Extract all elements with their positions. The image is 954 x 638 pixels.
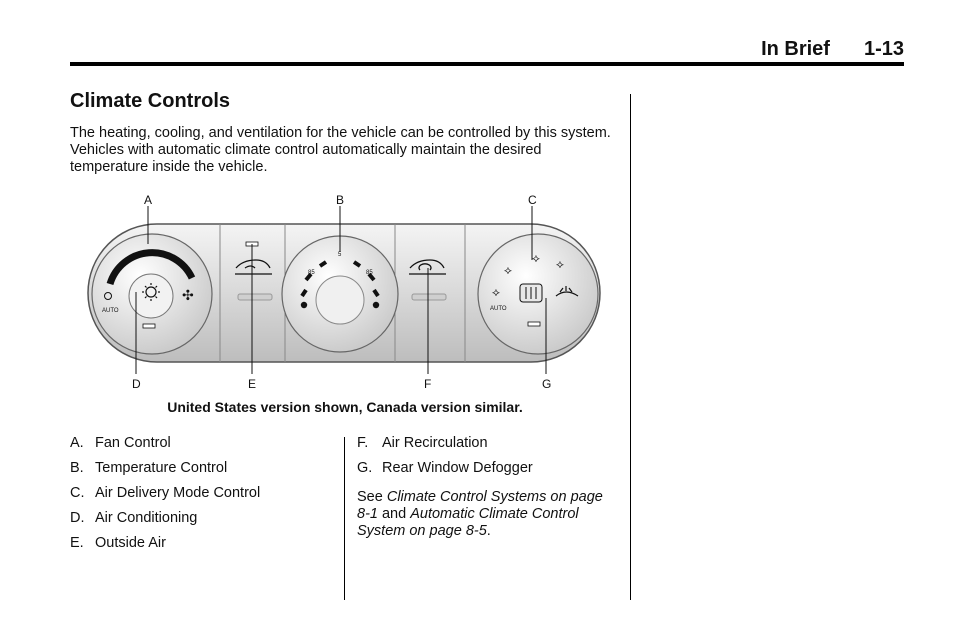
- figure-label-b: B: [336, 193, 345, 207]
- svg-text:⟡: ⟡: [504, 263, 512, 277]
- legend-list-left: [70, 435, 340, 560]
- column-divider: [630, 94, 631, 600]
- figure-label-a: A: [144, 193, 153, 207]
- figure-label-d: D: [132, 377, 141, 391]
- list-item: F. Air Recirculation: [357, 435, 488, 451]
- see-reference: See Climate Control Systems on page 8-1 and Automatic Climate Control System on page 8-5.: [357, 489, 603, 539]
- legend-list-right: [357, 435, 617, 540]
- reference-link-2[interactable]: Automatic Climate Control System on page 8-5: [357, 506, 579, 539]
- list-item: G. Rear Window Defogger: [357, 460, 533, 476]
- header-rule: [70, 62, 904, 66]
- temperature-knob: [316, 276, 364, 324]
- auto-label-right: AUTO: [490, 306, 507, 312]
- list-item: B. Temperature Control: [70, 460, 228, 476]
- svg-text:⟡: ⟡: [556, 257, 564, 271]
- page-header: [70, 34, 904, 62]
- header-section: In Brief: [761, 38, 830, 60]
- reference-link-1[interactable]: Climate Control Systems on page 8-1: [357, 489, 603, 522]
- auto-label-left: AUTO: [102, 308, 119, 314]
- list-item: E. Outside Air: [70, 535, 166, 551]
- intro-paragraph: The heating, cooling, and ventilation for the vehicle can be controlled by this system. Vehicles with automatic climate control automatically maintain the desired temperature inside the vehicle.: [70, 125, 611, 175]
- figure-label-g: G: [542, 377, 552, 391]
- figure-caption: United States version shown, Canada version similar.: [167, 399, 523, 415]
- list-item: C. Air Delivery Mode Control: [70, 485, 261, 501]
- figure-label-e: E: [248, 377, 257, 391]
- temp-label-left: 85: [308, 270, 315, 276]
- list-divider: [344, 437, 345, 600]
- svg-text:⟡: ⟡: [532, 251, 540, 265]
- temp-label-right: 85: [366, 270, 373, 276]
- figure-label-f: F: [424, 377, 432, 391]
- section-title: Climate Controls: [70, 90, 231, 112]
- fan-icon: ✣: [182, 288, 194, 304]
- defog-indicator: [528, 322, 540, 326]
- ac-indicator: [143, 324, 155, 328]
- list-item: D. Air Conditioning: [70, 510, 198, 526]
- temp-label-top: 5: [338, 252, 342, 258]
- header-text: [761, 38, 904, 61]
- header-page-number: 1-13: [863, 38, 904, 60]
- climate-control-panel-figure: [80, 188, 620, 398]
- list-item: A. Fan Control: [70, 435, 171, 451]
- svg-text:⟡: ⟡: [492, 285, 500, 299]
- figure-label-c: C: [528, 193, 537, 207]
